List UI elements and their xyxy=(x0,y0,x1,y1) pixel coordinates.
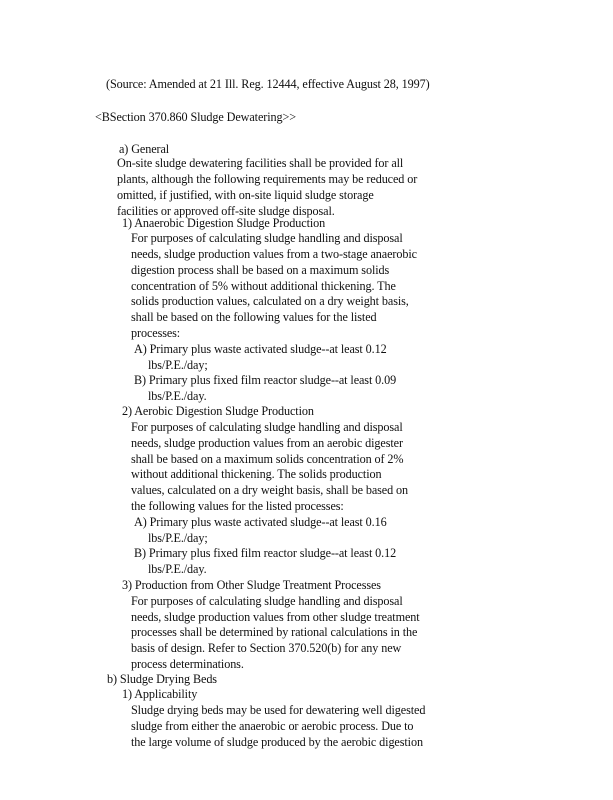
paragraph-line: For purposes of calculating sludge handling and disposal xyxy=(131,231,403,245)
item-a2-B-cont: lbs/P.E./day. xyxy=(148,562,207,576)
item-a2-B: B) Primary plus fixed film reactor sludge--at least 0.12 xyxy=(134,546,397,560)
paragraph-line: omitted, if justified, with on-site liquid sludge storage xyxy=(117,188,374,202)
paragraph-line: plants, although the following requirements may be reduced or xyxy=(117,172,418,186)
paragraph-line: shall be based on the following values for the listed xyxy=(131,310,377,324)
item-a2-label: 2) Aerobic Digestion Sludge Production xyxy=(122,404,314,418)
paragraph-line: facilities or approved off-site sludge disposal. xyxy=(117,204,335,218)
item-a1-A: A) Primary plus waste activated sludge--at least 0.12 xyxy=(134,342,387,356)
item-a2-A-cont: lbs/P.E./day; xyxy=(148,531,208,545)
paragraph-line: needs, sludge production values from an aerobic digester xyxy=(131,436,403,450)
section-heading: <BSection 370.860 Sludge Dewatering>> xyxy=(95,110,297,124)
subsection-a-label: a) General xyxy=(119,142,170,156)
item-a1-B-cont: lbs/P.E./day. xyxy=(148,389,207,403)
paragraph-line: shall be based on a maximum solids concentration of 2% xyxy=(131,452,404,466)
item-a1-A-cont: lbs/P.E./day; xyxy=(148,358,208,372)
paragraph-line: the following values for the listed processes: xyxy=(131,499,344,513)
paragraph-line: For purposes of calculating sludge handling and disposal xyxy=(131,420,403,434)
paragraph-line: sludge from either the anaerobic or aerobic process. Due to xyxy=(131,719,414,733)
paragraph-line: process determinations. xyxy=(131,657,244,671)
paragraph-line: needs, sludge production values from a two-stage anaerobic xyxy=(131,247,417,261)
paragraph-line: processes: xyxy=(131,326,181,340)
paragraph-line: On-site sludge dewatering facilities shall be provided for all xyxy=(117,156,404,170)
paragraph-line: solids production values, calculated on a dry weight basis, xyxy=(131,294,409,308)
item-a2-A: A) Primary plus waste activated sludge--at least 0.16 xyxy=(134,515,387,529)
paragraph-line: For purposes of calculating sludge handling and disposal xyxy=(131,594,403,608)
item-a1-B: B) Primary plus fixed film reactor sludge--at least 0.09 xyxy=(134,373,397,387)
paragraph-line: processes shall be determined by rational calculations in the xyxy=(131,625,418,639)
paragraph-line: digestion process shall be based on a maximum solids xyxy=(131,263,390,277)
source-note: (Source: Amended at 21 Ill. Reg. 12444, effective August 28, 1997) xyxy=(106,77,430,91)
paragraph-line: Sludge drying beds may be used for dewatering well digested xyxy=(131,703,426,717)
paragraph-line: basis of design. Refer to Section 370.520(b) for any new xyxy=(131,641,402,655)
item-b1-label: 1) Applicability xyxy=(122,687,198,701)
item-a3-label: 3) Production from Other Sludge Treatment Processes xyxy=(122,578,381,592)
paragraph-line: values, calculated on a dry weight basis, shall be based on xyxy=(131,483,409,497)
paragraph-line: the large volume of sludge produced by the aerobic digestion xyxy=(131,735,423,749)
subsection-b-label: b) Sludge Drying Beds xyxy=(107,672,217,686)
paragraph-line: without additional thickening. The solids production xyxy=(131,467,382,481)
paragraph-line: needs, sludge production values from other sludge treatment xyxy=(131,610,420,624)
item-a1-label: 1) Anaerobic Digestion Sludge Production xyxy=(122,216,326,230)
paragraph-line: concentration of 5% without additional thickening. The xyxy=(131,279,396,293)
